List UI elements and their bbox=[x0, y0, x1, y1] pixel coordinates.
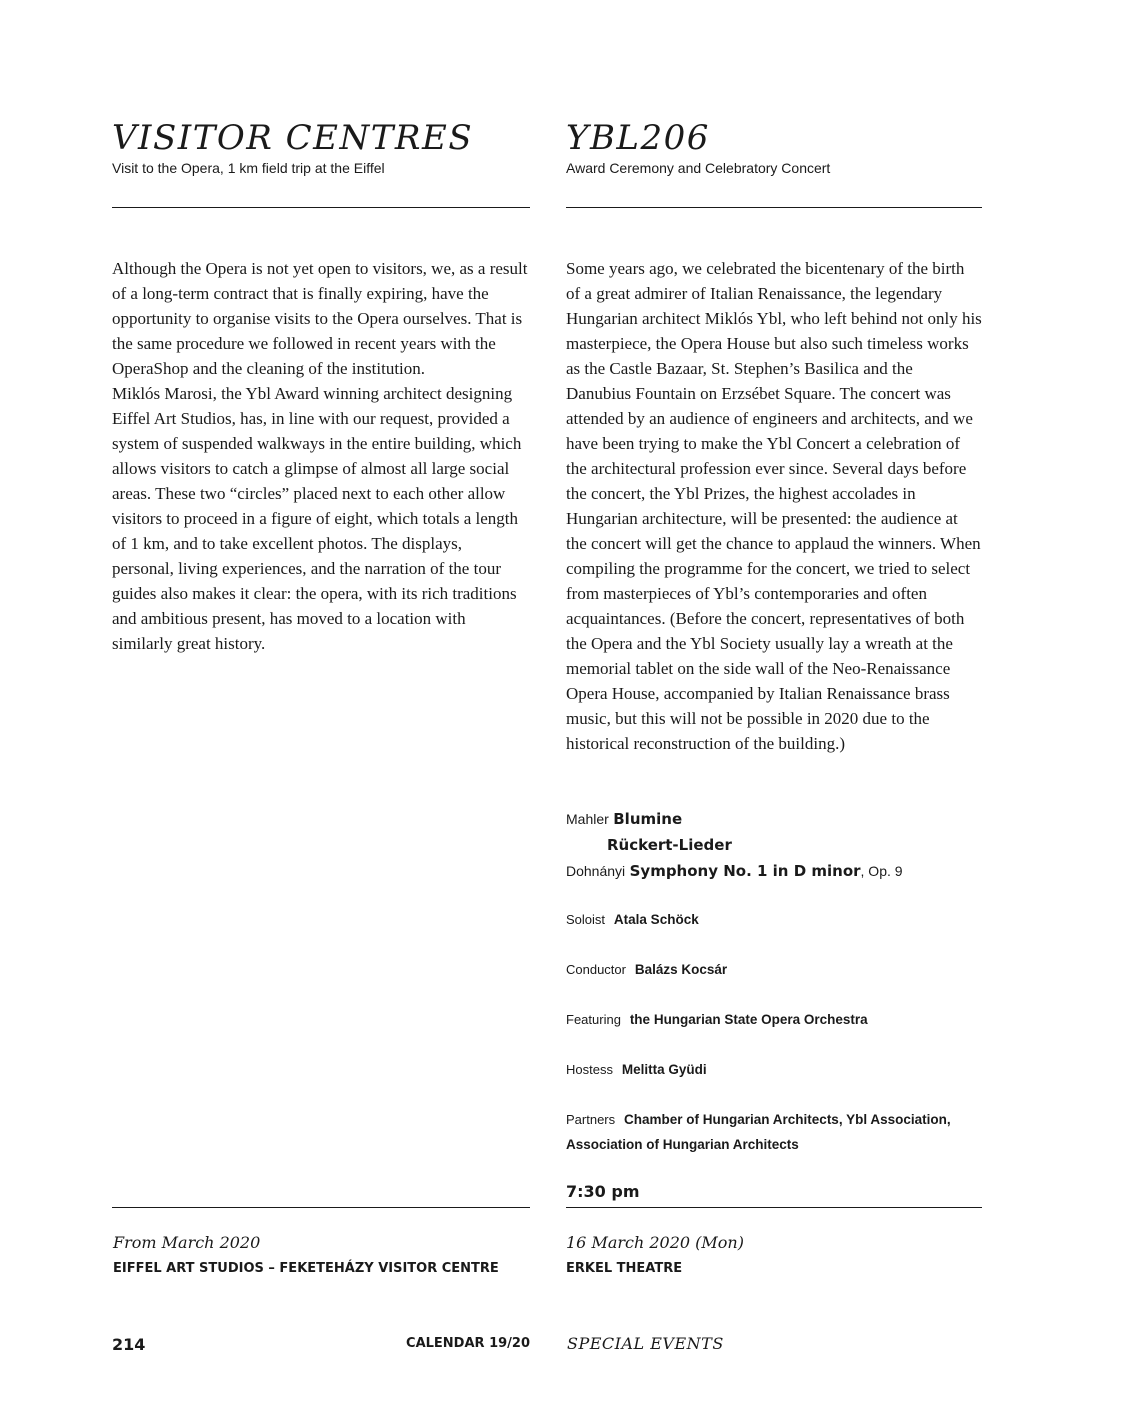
hostess-label: Hostess bbox=[566, 1062, 613, 1077]
featuring-name: the Hungarian State Opera Orchestra bbox=[629, 1012, 868, 1027]
credit-soloist bbox=[566, 907, 986, 932]
section-label: SPECIAL EVENTS bbox=[567, 1334, 724, 1353]
credit-partners bbox=[566, 1107, 986, 1157]
page-number: 214 bbox=[112, 1335, 146, 1354]
right-top-divider bbox=[566, 207, 982, 208]
right-date: 16 March 2020 (Mon) bbox=[566, 1233, 744, 1252]
left-subtitle: Visit to the Opera, 1 km field trip at the Eiffel bbox=[112, 160, 385, 176]
partners-names: Chamber of Hungarian Architects, Ybl Association, Association of Hungarian Architects bbox=[566, 1112, 951, 1152]
work-blumine: Blumine bbox=[613, 810, 683, 828]
right-title: YBL206 bbox=[566, 118, 710, 158]
work-symphony: Symphony No. 1 in D minor bbox=[629, 862, 861, 880]
program-line-3 bbox=[566, 858, 986, 884]
right-bottom-divider bbox=[566, 1207, 982, 1208]
program-line-2 bbox=[566, 832, 986, 858]
credit-featuring bbox=[566, 1007, 986, 1032]
concert-program bbox=[566, 806, 986, 884]
soloist-name: Atala Schöck bbox=[613, 912, 699, 927]
conductor-name: Balázs Kocsár bbox=[634, 962, 728, 977]
left-paragraph-2: Miklós Marosi, the Ybl Award winning architect designing Eiffel Art Studios, has, in line with our request, provided a system of suspended walkways in the entire building, which allows visitors to catch a glimpse of almost all large social areas. These two “circles” placed next to each other allow visitors to proceed in a figure of eight, which totals a length of 1 km, and to take excellent photos. The displays, personal, living experiences, and the narration of the tour guides also makes it clear: the opera, with its rich traditions and ambitious present, has moved to a location with similarly great history. bbox=[112, 384, 522, 653]
left-top-divider bbox=[112, 207, 530, 208]
left-paragraph-1: Although the Opera is not yet open to visitors, we, as a result of a long-term contract that is finally expiring, have the opportunity to organise visits to the Opera ourselves. That is the same procedure we followed in recent years with the OperaShop and the cleaning of the institution. bbox=[112, 259, 528, 378]
work-opus: , Op. 9 bbox=[860, 863, 903, 879]
left-body bbox=[112, 256, 528, 656]
soloist-label: Soloist bbox=[566, 912, 606, 927]
composer-dohnanyi: Dohnányi bbox=[566, 863, 626, 879]
calendar-label: CALENDAR 19/20 bbox=[406, 1336, 530, 1351]
conductor-label: Conductor bbox=[566, 962, 626, 977]
left-bottom-divider bbox=[112, 1207, 530, 1208]
credit-hostess bbox=[566, 1057, 986, 1082]
work-rueckert-lieder: Rückert-Lieder bbox=[607, 836, 732, 854]
hostess-name: Melitta Gyüdi bbox=[621, 1062, 707, 1077]
right-paragraph: Some years ago, we celebrated the bicentenary of the birth of a great admirer of Italian Renaissance, the legendary Hungarian architect Miklós Ybl, who left behind not only his masterpiece, the Opera House but also such timeless works as the Castle Bazaar, St. Stephen’s Basilica and the Danubius Fountain on Erzsébet Square. The concert was attended by an audience of engineers and architects, and we have been trying to make the Ybl Concert a celebration of the architectural profession ever since. Several days before the concert, the Ybl Prizes, the highest accolades in Hungarian architecture, will be presented: the audience at the concert will get the chance to applaud the winners. When compiling the programme for the concert, we tried to select from masterpieces of Ybl’s contemporaries and often acquaintances. (Before the concert, representatives of both the Opera and the Ybl Society usually lay a wreath at the memorial tablet on the side wall of the Neo-Renaissance Opera House, accompanied by Italian Renaissance brass music, but this will not be possible in 2020 due to the historical reconstruction of the building.) bbox=[566, 259, 982, 753]
composer-mahler: Mahler bbox=[566, 811, 609, 827]
credit-conductor bbox=[566, 957, 986, 982]
partners-label: Partners bbox=[566, 1112, 616, 1127]
left-date: From March 2020 bbox=[113, 1233, 261, 1252]
right-body bbox=[566, 256, 982, 756]
right-venue: ERKEL THEATRE bbox=[566, 1261, 683, 1276]
left-venue: EIFFEL ART STUDIOS – FEKETEHÁZY VISITOR CENTRE bbox=[113, 1261, 499, 1276]
right-subtitle: Award Ceremony and Celebratory Concert bbox=[566, 160, 831, 176]
program-line-1 bbox=[566, 806, 986, 832]
featuring-label: Featuring bbox=[566, 1012, 621, 1027]
concert-time: 7:30 pm bbox=[566, 1182, 640, 1201]
left-title: VISITOR CENTRES bbox=[112, 118, 474, 158]
